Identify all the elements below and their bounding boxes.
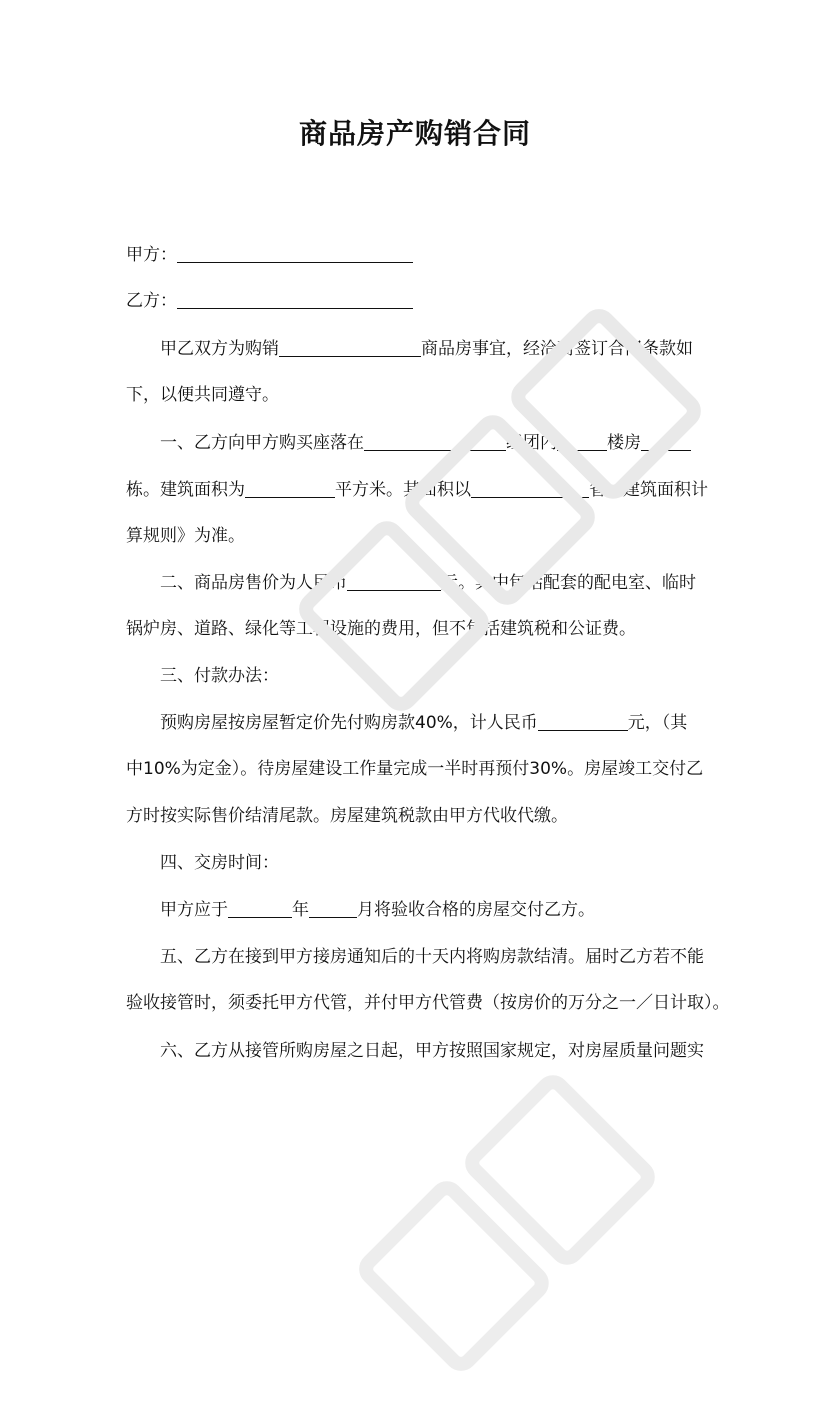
party-a-line — [126, 243, 413, 267]
clause3-line-3: 方时按实际售价结清尾款。房屋建筑税款由甲方代收代缴。 — [126, 806, 568, 826]
party-b-label: 乙方： — [126, 291, 177, 311]
clause4-line-1 — [160, 898, 595, 922]
clause1-line-3 — [126, 524, 245, 548]
clause1-text-3: 楼房 — [607, 433, 641, 453]
deposit-blank[interactable] — [538, 712, 628, 731]
intro-text-3: 下，以便共同遵守。 — [126, 385, 279, 405]
clause3-line-1 — [160, 711, 687, 735]
clause5-line-1: 五、乙方在接到甲方接房通知后的十天内将购房款结清。届时乙方若不能 — [160, 947, 704, 967]
price-blank[interactable] — [347, 572, 441, 591]
clause2-line-2 — [126, 617, 636, 641]
location-blank[interactable] — [364, 432, 506, 451]
clause6-line-1: 六、乙方从接管所购房屋之日起，甲方按照国家规定，对房屋质量问题实 — [160, 1041, 704, 1061]
intro-text-2: 商品房事宜，经洽商签订合同条款如 — [421, 339, 693, 359]
clause1-text-1: 一、乙方向甲方购买座落在 — [160, 433, 364, 453]
year-blank[interactable] — [228, 899, 292, 918]
clause4-title: 四、交房时间： — [160, 853, 279, 873]
clause2-text-2: 元。其中包括配套的配电室、临时 — [441, 573, 696, 593]
clause1-text-6: 省《建筑面积计 — [589, 480, 708, 500]
clause1-text-2: 组团内 — [506, 433, 557, 453]
intro-line-2 — [126, 383, 279, 407]
area-blank[interactable] — [245, 479, 335, 498]
intro-blank[interactable] — [279, 338, 421, 357]
clause5-line-2: 验收接管时，须委托甲方代管，并付甲方代管费（按房价的万分之一／日计取）。 — [126, 993, 730, 1013]
clause3-text-1: 预购房屋按房屋暂定价先付购房款40%，计人民币 — [160, 713, 538, 733]
clause3-title: 三、付款办法： — [160, 666, 279, 686]
party-b-line — [126, 289, 413, 313]
clause2-line-1 — [160, 571, 696, 595]
clause1-line-1 — [160, 431, 691, 455]
clause1-text-7: 算规则》为准。 — [126, 526, 245, 546]
clause2-text-1: 二、商品房售价为人民币 — [160, 573, 347, 593]
building-blank[interactable] — [641, 432, 691, 451]
clause1-line-2 — [126, 478, 708, 502]
party-a-label: 甲方： — [126, 245, 177, 265]
clause1-text-5: 平方米。其面积以 — [335, 480, 471, 500]
clause3-line-2: 中10%为定金）。待房屋建设工作量完成一半时再预付30%。房屋竣工交付乙 — [126, 759, 704, 779]
intro-text-1: 甲乙双方为购销 — [160, 339, 279, 359]
month-blank[interactable] — [309, 899, 357, 918]
party-b-blank[interactable] — [177, 290, 413, 309]
clause4-text-3: 月将验收合格的房屋交付乙方。 — [357, 900, 595, 920]
province-blank[interactable] — [471, 479, 589, 498]
clause2-text-3: 锅炉房、道路、绿化等工程设施的费用，但不包括建筑税和公证费。 — [126, 619, 636, 639]
intro-line-1 — [160, 337, 693, 361]
group-blank[interactable] — [557, 432, 607, 451]
clause3-text-2: 元，（其 — [627, 713, 688, 733]
party-a-blank[interactable] — [177, 244, 413, 263]
clause4-text-1: 甲方应于 — [160, 900, 228, 920]
clause1-text-4: 栋。建筑面积为 — [126, 480, 245, 500]
page-title: 商品房产购销合同 — [298, 117, 531, 150]
clause4-text-2: 年 — [292, 900, 309, 920]
